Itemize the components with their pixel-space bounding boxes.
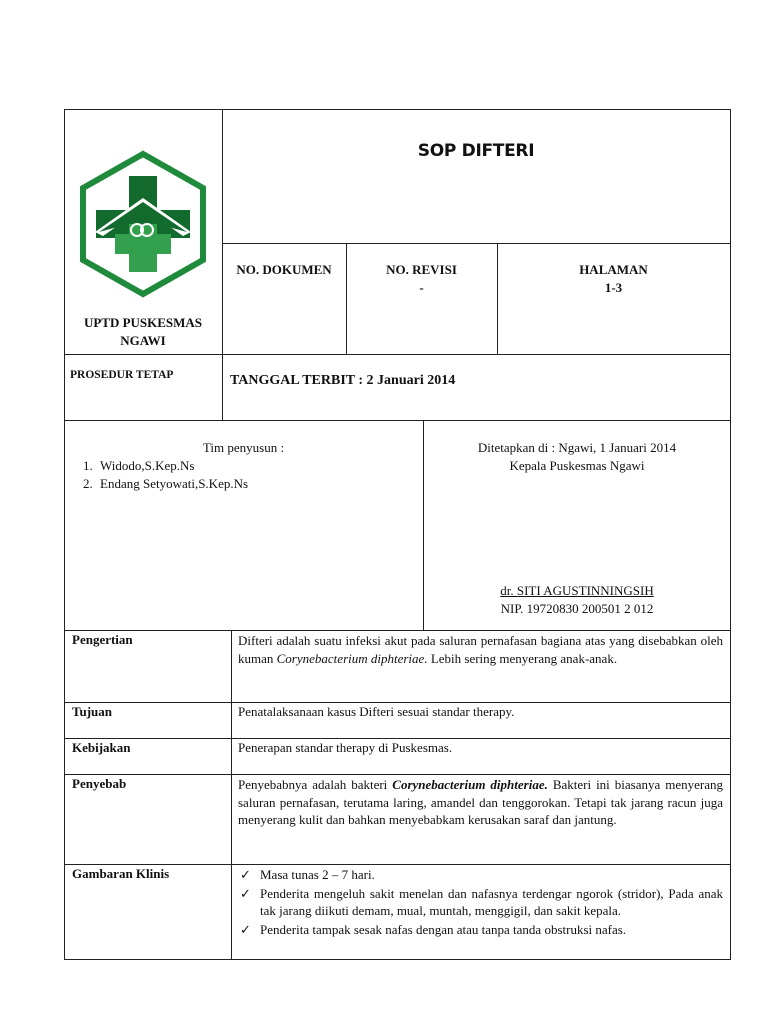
compilers-list — [64, 457, 423, 493]
gambaran-item — [236, 885, 723, 920]
label-column-divider — [231, 630, 232, 960]
procedure-row-divider — [64, 420, 731, 421]
doc-number-label: NO. DOKUMEN — [236, 262, 332, 277]
signature-row-divider — [64, 630, 731, 631]
penyebab-text-a: Penyebabnya adalah bakteri — [238, 777, 393, 792]
doc-rev-divider — [346, 243, 347, 354]
compiler-item: 1. Widodo,S.Kep.Ns — [96, 457, 423, 475]
gambaran-item — [236, 866, 723, 884]
compilers-block — [64, 439, 423, 493]
table-border-left — [64, 109, 65, 960]
institution-name: UPTD PUSKESMAS NGAWI — [83, 315, 203, 348]
page-value: 1-3 — [604, 280, 623, 295]
check-icon: ✓ — [240, 921, 251, 937]
kebijakan-text: Penerapan standar therapy di Puskesmas. — [238, 740, 453, 755]
revision-label: NO. REVISI — [386, 262, 457, 277]
penyebab-text — [238, 776, 723, 829]
procedure-label: PROSEDUR TETAP — [70, 369, 174, 381]
approval-position: Kepala Puskesmas Ngawi — [509, 458, 645, 473]
issue-date: TANGGAL TERBIT : 2 Januari 2014 — [230, 373, 456, 388]
revision-value: - — [419, 280, 424, 295]
penyebab-species: Corynebacterium diphteriae. — [392, 777, 548, 792]
row-divider-1 — [64, 702, 731, 703]
pengertian-text-a: Difteri adalah suatu infeksi akut pada saluran pernafasan bagiana atas yang disebabkan oleh kuman — [238, 633, 723, 666]
row-divider-3 — [64, 774, 731, 775]
gambaran-list — [236, 866, 723, 939]
penyebab-label: Penyebab — [72, 776, 127, 791]
pengertian-species: Corynebacterium diphteriae. — [276, 651, 428, 666]
penyebab-text-b: Bakteri ini biasanya menyerang saluran pernafasan, terutama laring, amandel dan tenggorokan. Tetapi tak jarang racun juga menyerang kulit dan bahkan menyebabkam kerusakan saraf dan jantung. — [238, 777, 723, 827]
approval-place-date: Ditetapkan di : Ngawi, 1 Januari 2014 — [477, 440, 677, 455]
gambaran-item-text: Penderita mengeluh sakit menelan dan nafasnya terdengar ngorok (stridor), Pada anak tak jarang diikuti demam, mual, muntah, menggigil, dan sakit kepala. — [260, 885, 723, 918]
gambaran-item-text: Masa tunas 2 – 7 hari. — [260, 867, 375, 882]
signer-block — [424, 582, 730, 618]
tujuan-text: Penatalaksanaan kasus Difteri sesuai standar therapy. — [238, 704, 515, 719]
meta-row-divider — [64, 354, 731, 355]
signer-nip: NIP. 19720830 200501 2 012 — [500, 601, 654, 616]
check-icon: ✓ — [240, 867, 251, 882]
title-row-divider — [222, 243, 731, 244]
check-icon: ✓ — [240, 885, 251, 901]
table-border-bottom — [64, 959, 731, 960]
table-border-top — [64, 109, 731, 110]
rev-page-divider — [497, 243, 498, 354]
kebijakan-label: Kebijakan — [72, 740, 131, 755]
puskesmas-logo — [79, 150, 207, 298]
table-border-right — [730, 109, 731, 960]
gambaran-label: Gambaran Klinis — [72, 866, 170, 881]
tujuan-label: Tujuan — [72, 704, 112, 719]
compilers-heading: Tim penyusun : — [202, 440, 285, 455]
pengertian-label: Pengertian — [72, 632, 133, 647]
pengertian-text — [238, 632, 723, 668]
gambaran-item — [236, 921, 723, 939]
signer-name: dr. SITI AGUSTINNINGSIH — [500, 583, 654, 598]
gambaran-item-text: Penderita tampak sesak nafas dengan atau tanpa tanda obstruksi nafas. — [260, 921, 627, 937]
pengertian-text-b: Lebih sering menyerang anak-anak. — [427, 651, 618, 666]
document-title: SOP DIFTERI — [417, 141, 535, 161]
row-divider-4 — [64, 864, 731, 865]
page-label: HALAMAN — [579, 262, 648, 277]
row-divider-2 — [64, 738, 731, 739]
compiler-item: 2. Endang Setyowati,S.Kep.Ns — [96, 475, 423, 493]
approval-block — [424, 439, 730, 475]
